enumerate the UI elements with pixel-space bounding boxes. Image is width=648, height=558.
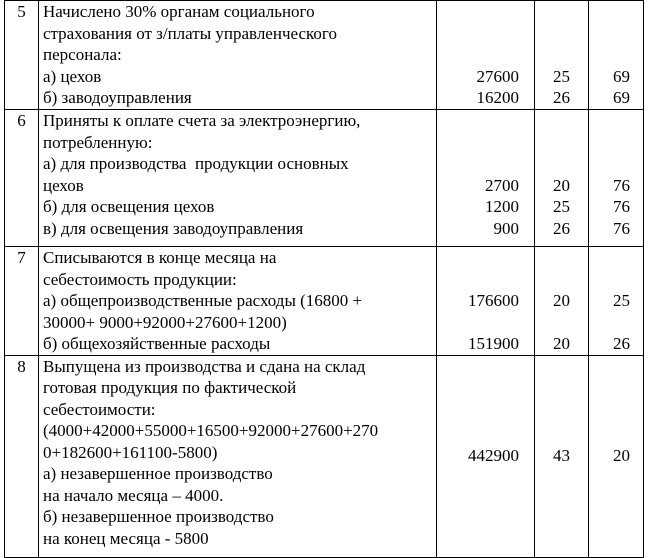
description-line: а) цехов [43,66,102,86]
description-line: б) для освещения цехов [43,197,215,216]
credit-account-cell [589,247,644,356]
operation-description [39,1,437,110]
credit-account-value: 69 [613,88,630,107]
description-line: себестоимость продукции: [43,269,237,289]
description-line: потребленную: [43,132,153,152]
amount-value: 27600 [476,66,519,86]
debit-account-value: 43 [553,446,570,466]
debit-account-cell [535,110,589,247]
table-row [5,110,644,247]
description-line: на конец месяца - 5800 [43,528,209,548]
credit-account-cell [589,355,644,557]
debit-account-value: 25 [553,66,570,86]
debit-account-value: 20 [553,175,570,195]
credit-account-cell [589,110,644,247]
row-number: 7 [5,247,39,356]
credit-account-value: 76 [613,197,630,216]
description-line: в) для освещения заводоуправления [43,218,304,238]
amount-cell [437,355,535,557]
amount-value: 442900 [468,446,519,466]
debit-account-value: 25 [553,197,570,216]
table-row [5,247,644,356]
description-line: себестоимости: [43,399,156,419]
row-number: 5 [5,1,39,110]
credit-account-value: 20 [613,446,630,466]
amount-value: 176600 [468,291,519,310]
description-line: а) общепроизводственные расходы (16800 + [43,291,363,310]
debit-account-cell [535,247,589,356]
description-line: Выпущена из производства и сдана на склад [43,356,366,376]
credit-account-value: 69 [613,66,630,86]
description-line: цехов [43,175,84,195]
operation-description [39,247,437,356]
amount-value: 151900 [468,334,519,353]
description-line: на начало месяца – 4000. [43,485,224,505]
amount-cell [437,247,535,356]
description-line: б) общехозяйственные расходы [43,334,271,353]
amount-value: 900 [493,218,519,238]
description-line: а) незавершенное производство [43,464,273,483]
credit-account-value: 25 [613,291,630,310]
description-line: б) незавершенное производство [43,507,274,526]
amount-value: 2700 [485,175,519,195]
credit-account-value: 76 [613,218,630,238]
amount-cell [437,110,535,247]
debit-account-value: 20 [553,291,570,310]
operation-description [39,355,437,557]
operation-description [39,110,437,247]
credit-account-cell [589,1,644,110]
accounting-entries-table [4,0,644,558]
description-line: 0+182600+161100-5800) [43,442,218,462]
credit-account-value: 26 [613,334,630,353]
debit-account-cell [535,1,589,110]
description-line: Списываются в конце месяца на [43,248,277,267]
debit-account-value: 20 [553,334,570,353]
description-line: готовая продукция по фактической [43,378,297,397]
debit-account-value: 26 [553,218,570,238]
description-line: Приняты к оплате счета за электроэнергию, [43,111,361,130]
debit-account-value: 26 [553,88,570,107]
row-number: 6 [5,110,39,247]
description-line: страхования от з/платы управленческого [43,23,337,43]
description-line: персонала: [43,45,122,64]
amount-cell [437,1,535,110]
table-body [5,1,644,558]
row-number: 8 [5,355,39,557]
amount-value: 1200 [485,197,519,216]
description-line: (4000+42000+55000+16500+92000+27600+270 [43,421,379,440]
amount-value: 16200 [476,88,519,107]
table-row [5,1,644,110]
description-line: Начислено 30% органам социального [43,2,315,21]
description-line: а) для производства продукции основных [43,154,349,173]
table-row [5,355,644,557]
debit-account-cell [535,355,589,557]
description-line: б) заводоуправления [43,88,192,107]
description-line: 30000+ 9000+92000+27600+1200) [43,312,287,332]
credit-account-value: 76 [613,175,630,195]
